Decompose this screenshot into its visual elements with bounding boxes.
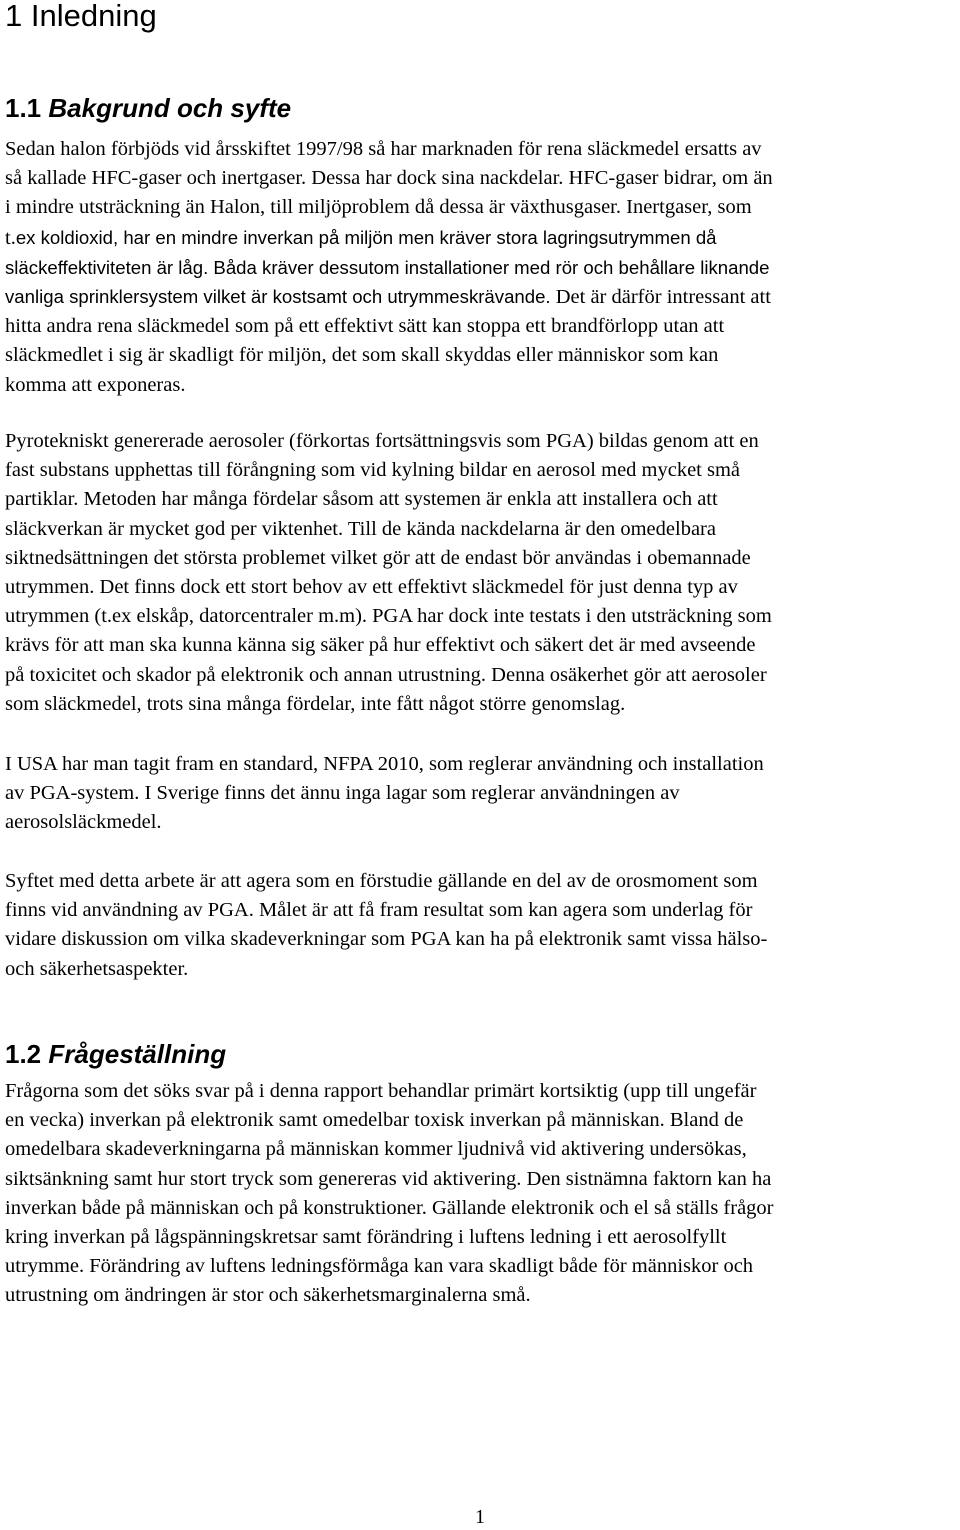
text-line: i mindre utsträckning än Halon, till miljöproblem då dessa är växthusgaser. Inertgaser, som: [5, 196, 752, 219]
text-line: hitta andra rena släckmedel som på ett effektivt sätt kan stoppa ett brandförlopp utan att: [5, 315, 725, 338]
section-title: Frågeställning: [48, 1039, 227, 1069]
text-line: Syftet med detta arbete är att agera som en förstudie gällande en del av de orosmoment som: [5, 870, 758, 892]
text-line: utrymmen. Det finns dock ett stort behov av ett effektivt släckmedel för just denna typ av: [5, 576, 738, 599]
text-line: som släckmedel, trots sina många fördelar, inte fått något större genomslag.: [5, 692, 626, 715]
text-line: och säkerhetsaspekter.: [5, 957, 189, 980]
chapter-number: 1: [5, 0, 23, 33]
section-number: 1.1: [5, 93, 42, 123]
text-line: finns vid användning av PGA. Målet är att få fram resultat som kan agera som underlag för: [5, 899, 753, 922]
text-line: Pyrotekniskt genererade aerosoler (förkortas fortsättningsvis som PGA) bildas genom att en: [5, 430, 759, 452]
text-line: utrymmen (t.ex elskåp, datorcentraler m.m). PGA har dock inte testats i den utsträckning som: [5, 605, 772, 628]
text-line: en vecka) inverkan på elektronik samt omedelbar toxisk inverkan på människan. Bland de: [5, 1109, 744, 1132]
text-line: krävs för att man ska kunna känna sig säker på hur effektivt och säkert det är med avseende: [5, 634, 756, 657]
text-line: aerosolsläckmedel.: [5, 811, 162, 834]
text-line: Sedan halon förbjöds vid årsskiftet 1997/98 så har marknaden för rena släckmedel ersatts av: [5, 138, 762, 160]
paragraph-purpose: [5, 867, 955, 984]
text-line: siktsänkning samt hur stort tryck som genereras vid aktivering. Den sistnämna faktorn kan ha: [5, 1167, 772, 1190]
text-line-mixed: [5, 282, 955, 312]
section-heading-fragestallning: [5, 1036, 226, 1072]
text-line: utrymme. Förändring av luftens ledningsförmåga kan vara skadligt både för människor och: [5, 1255, 754, 1278]
text-line-mixed: [5, 223, 955, 253]
paragraph-pga: [5, 427, 955, 719]
text-line: utrustning om ändringen är stor och säkerhetsmarginalerna små.: [5, 1284, 531, 1307]
text-line-sans: släckeffektiviteten är låg. Båda kräver dessutom installationer med rör och behållare liknande: [5, 256, 770, 278]
section-heading-bakgrund: [5, 90, 291, 126]
paragraph-background: [5, 135, 955, 400]
text-run-sans: vanliga sprinklersystem vilket är kostsamt och utrymmeskrävande.: [5, 286, 551, 308]
text-line: I USA har man tagit fram en standard, NFPA 2010, som reglerar användning och installation: [5, 753, 764, 775]
page-number: 1: [475, 1506, 485, 1528]
text-run-serif: Det är därför intressant att: [550, 286, 771, 309]
text-line: släckverkan är mycket god per viktenhet. Till de kända nackdelarna är den omedelbara: [5, 517, 716, 540]
text-line: på toxicitet och skador på elektronik och annan utrustning. Denna osäkerhet gör att aerosoler: [5, 663, 767, 686]
text-line: kring inverkan på lågspänningskretsar samt förändring i luftens ledning i ett aerosolfyllt: [5, 1226, 727, 1249]
text-line: komma att exponeras.: [5, 373, 186, 396]
text-line: partiklar. Metoden har många fördelar såsom att systemen är enkla att installera och att: [5, 488, 718, 511]
text-line: släckmedlet i sig är skadligt för miljön, det som skall skyddas eller människor som kan: [5, 344, 719, 367]
text-line: av PGA-system. I Sverige finns det ännu inga lagar som reglerar användningen av: [5, 782, 680, 805]
chapter-heading: [5, 0, 157, 38]
text-line: omedelbara skadeverkningarna på människan kommer ljudnivå vid aktivering undersökas,: [5, 1138, 747, 1161]
text-line: siktnedsättningen det största problemet vilket gör att de endast bör användas i obemannade: [5, 546, 751, 569]
text-run-sans: ex koldioxid, har en mindre inverkan på miljön men kräver stora lagringsutrymmen då: [15, 226, 717, 248]
text-line: fast substans upphettas till förångning som vid kylning bildar en aerosol med mycket små: [5, 459, 741, 482]
text-run-serif: t.: [5, 226, 16, 249]
section-title: Bakgrund och syfte: [48, 93, 292, 123]
text-line: inverkan både på människan och på konstruktioner. Gällande elektronik och el så ställs frågor: [5, 1196, 774, 1219]
section-number: 1.2: [5, 1039, 42, 1069]
paragraph-questions: [5, 1077, 955, 1311]
text-line: Frågorna som det söks svar på i denna rapport behandlar primärt kortsiktig (upp till ungefär: [5, 1080, 757, 1102]
text-line: så kallade HFC-gaser och inertgaser. Dessa har dock sina nackdelar. HFC-gaser bidrar, om än: [5, 167, 773, 190]
chapter-title: Inledning: [30, 0, 157, 33]
text-line: vidare diskussion om vilka skadeverkningar som PGA kan ha på elektronik samt vissa hälso-: [5, 928, 768, 951]
paragraph-usa-standard: [5, 750, 955, 838]
